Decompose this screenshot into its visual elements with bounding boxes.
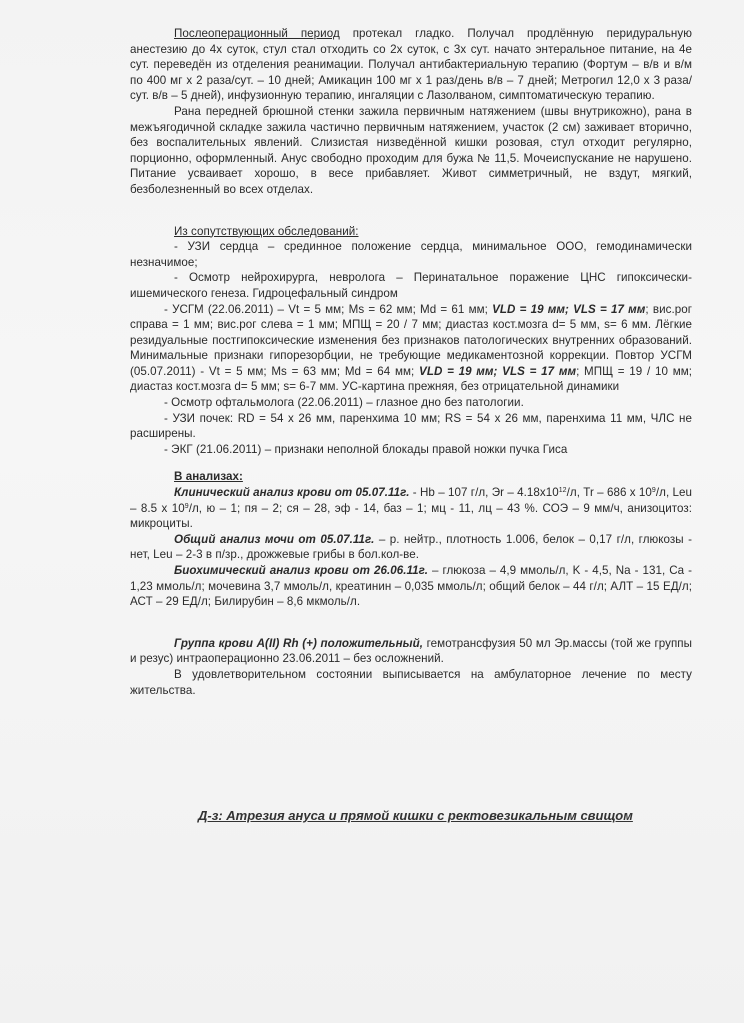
exam-eye: - Осмотр офтальмолога (22.06.2011) – глазное дно без патологии. <box>164 396 524 410</box>
postop-paragraph <box>130 26 692 104</box>
discharge-note: В удовлетворительном состоянии выписывается на амбулаторное лечение по месту жительства. <box>130 667 692 697</box>
postop-text: протекал гладко. Получал продлённую перидуральную анестезию до 4х суток, стул стал отходить со 2х суток, с 3х сут. начато энтеральное питание, на 4е сут. переведён из отделения реанимации. Получал антибактериальную терапию (Фортум – в/в и в/м по 400 мг х 2 раза/сут. – 10 дней; Амикацин 100 мг х 1 раз/день в/в – 7 дней; Метрогил 12,0 х 3 раза/сут. в/в – 5 дней), инфузионную терапию, ингаляции с Лазолваном, симптоматическую терапию. <box>130 27 692 103</box>
exam-ecg: - ЭКГ (21.06.2011) – признаки неполной блокады правой ножки пучка Гиса <box>164 442 568 456</box>
postop-label: Послеоперационный период <box>174 27 340 40</box>
lab-cbc: Клинический анализ крови от 05.07.11г. - Hb – 107 г/л, Эr – $4.18х10^{12}/л$, Tr – 686 х $10^9/л$, Leu – 8.5 х $10^9/л$, ю – 1; пя – 2; ся – 28, эф - 14, баз – 1; мц - 11, лц – 43 %. СОЭ – 9 мм/ч, анизоцитоз: микроциты. <box>130 486 693 531</box>
wound-paragraph: Рана передней брюшной стенки зажила первичным натяжением (швы внутрикожно), рана в межъягодичной складке зажила частично первичным натяжением, участок (2 см) заживает вторично, без воспалительных явлений. Слизистая низведённой кишки розовая, стул отходит регулярно, порционно, оформленный. Анус свободно проходим для бужа № 11,5. Мочеиспускание не нарушено. Питание усваивает хорошо, в весе прибавляет. Живот симметричный, не вздут, мягкий, безболезненный во всех отделах. <box>130 104 692 196</box>
lab-biochem: Биохимический анализ крови от 26.06.11г. – глюкоза – 4,9 ммоль/л, K - 4,5, Na - 131, Ca - 1,23 ммоль/л; мочевина 3,7 ммоль/л, креатинин – 0,035 ммоль/л; общий белок – 44 г/л; АЛТ – 15 ЕД/л; АСТ – 29 ЕД/л; Билирубин – 8,6 мкмоль/л. <box>130 564 692 609</box>
exam-neuro: - Осмотр нейрохирурга, невролога – Перинатальное поражение ЦНС гипоксически-ишемического генеза. Гидроцефальный синдром <box>130 271 692 300</box>
exam-usgm: - УСГМ (22.06.2011) – Vt = 5 мм; Ms = 62 мм; Md = 61 мм; VLD = 19 мм; VLS = 17 мм; вис.рог справа = 1 мм; вис.рог слева = 1 мм; МПЩ = 20 / 7 мм; диастаз кост.мозга d= 5 мм, s= 6 мм. Лёгкие резидуальные постгипоксические изменения без признаков патологических внутренних образований. Минимальные признаки гипорезорбции, не требующие медикаментозной коррекции. Повтор УСГМ (05.07.2011) - Vt = 5 мм; Ms = 63 мм; Md = 64 мм; VLD = 19 мм; VLS = 17 мм; МПЩ = 19 / 10 мм; диастаз кост.мозга d= 5 мм; s= 6-7 мм. УС-картина прежняя, без отрицательной динамики <box>130 302 693 394</box>
exams-heading: Из сопутствующих обследований: <box>174 224 359 238</box>
diagnosis: Д-з: Атрезия ануса и прямой кишки с ректовезикальным свищом <box>198 808 633 823</box>
labs-heading: В анализах: <box>174 470 243 484</box>
document-body <box>130 26 692 698</box>
exam-heart: - УЗИ сердца – срединное положение сердца, минимальное ООО, гемодинамически незначимое; <box>130 240 692 269</box>
exam-kidney: - УЗИ почек: RD = 54 x 26 мм, паренхима 10 мм; RS = 54 x 26 мм, паренхима 11 мм, ЧЛС не расширены. <box>130 411 692 441</box>
lab-urine: Общий анализ мочи от 05.07.11г. – р. нейтр., плотность 1.006, белок – 0,17 г/л, глюкозы - нет, Leu – 2-3 в п/зр., дрожжевые грибы в бол.кол-ве. <box>130 532 692 562</box>
blood-group: Группа крови A(II) Rh (+) положительный, гемотрансфузия 50 мл Эр.массы (той же группы и резус) интраоперационно 23.06.2011 – без осложнений. <box>130 636 692 666</box>
